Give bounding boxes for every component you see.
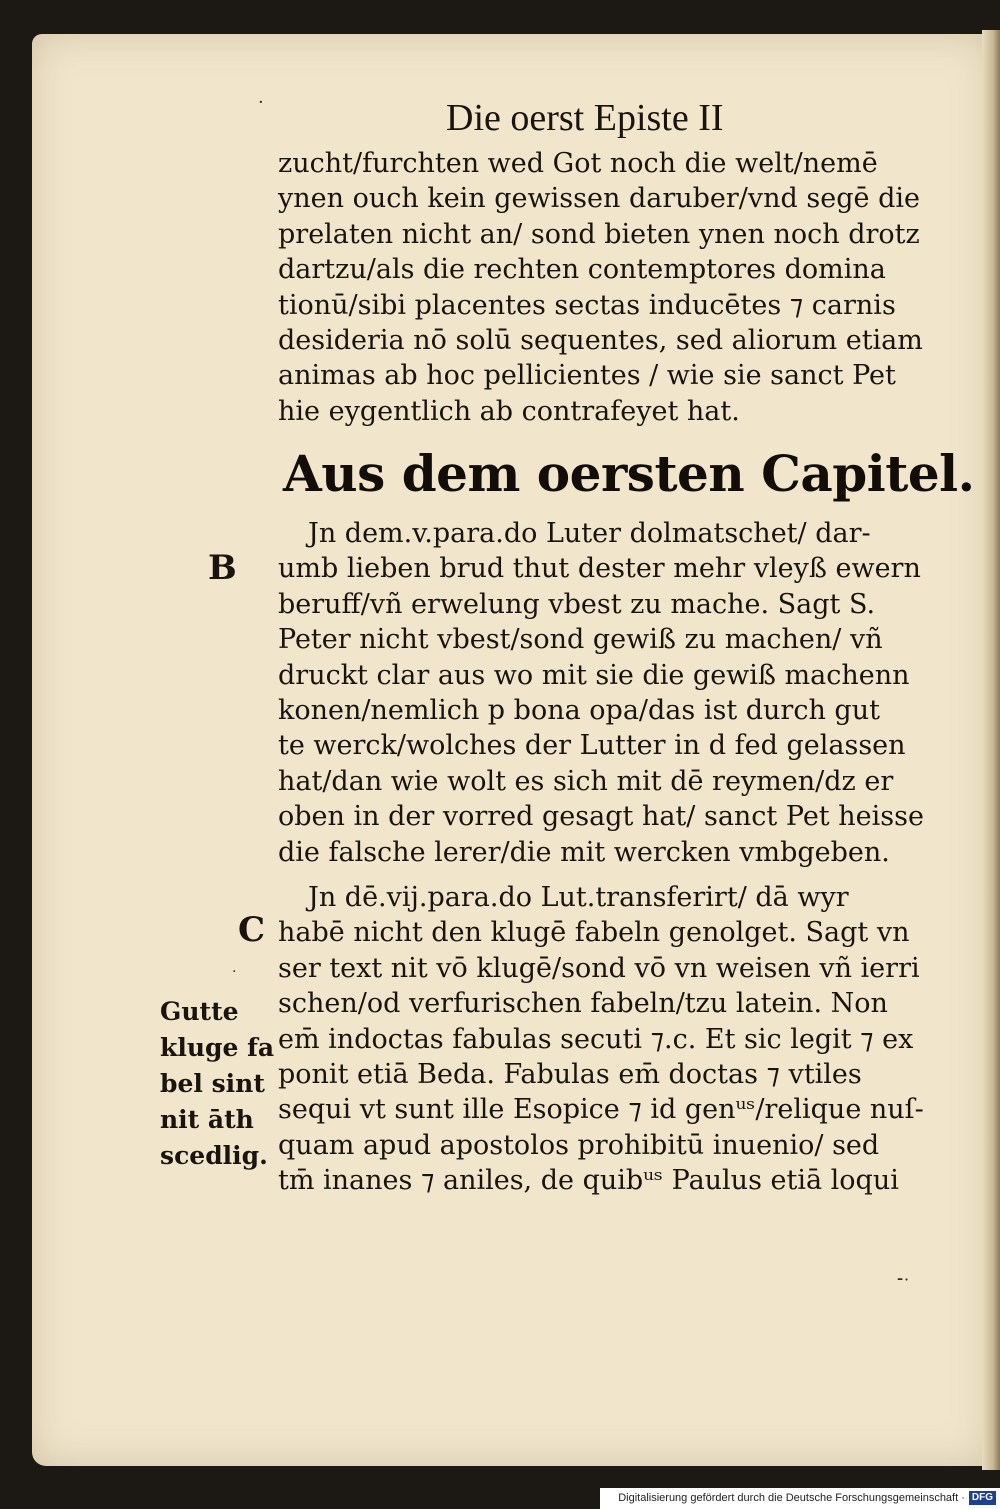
text-line: Jn dē.vij.para.do Lut.transferirt/ dā wyr bbox=[308, 882, 849, 913]
paragraph-two bbox=[278, 516, 928, 870]
paragraph-three bbox=[278, 880, 928, 1199]
text-line: hie eygentlich ab contrafeyet hat. bbox=[278, 395, 740, 427]
text-line: tm̄ inanes ⁊ aniles, de quibᵘˢ Paulus etiā loqui bbox=[278, 1165, 899, 1197]
dfg-logo: DFG bbox=[969, 1491, 996, 1505]
text-line: habē nicht den klugē fabeln genolget. Sagt vn bbox=[278, 917, 910, 949]
margin-note-line: scedlig. bbox=[160, 1141, 268, 1170]
ink-speck: ⁃· bbox=[896, 1270, 910, 1289]
text-line: druckt clar aus wo mit sie die gewiß machenn bbox=[278, 659, 910, 691]
text-line: ser text nit vō klugē/sond vō vn weisen vñ ierri bbox=[278, 952, 920, 984]
text-line: dartzu/als die rechten contemptores domina bbox=[278, 254, 886, 286]
text-line: hat/dan wie wolt es sich mit dē reymen/dz er bbox=[278, 765, 894, 797]
text-line: em̄ indoctas fabulas secuti ⁊.c. Et sic legit ⁊ ex bbox=[278, 1023, 914, 1055]
margin-note-line: nit āth bbox=[160, 1105, 254, 1134]
text-line: sequi vt sunt ille Esopice ⁊ id genᵘˢ/relique nuſ- bbox=[278, 1094, 924, 1126]
page-edge bbox=[982, 30, 1000, 1470]
text-line: beruff/vñ erwelung vbest zu mache. Sagt S. bbox=[278, 588, 876, 620]
paragraph-one bbox=[278, 146, 928, 429]
chapter-heading: Aus dem oersten Capitel. bbox=[283, 444, 975, 503]
margin-note-line: Gutte bbox=[160, 997, 239, 1026]
text-line: tionū/sibi placentes sectas inducētes ⁊ carnis bbox=[278, 289, 896, 321]
text-line: Peter nicht vbest/sond gewiß zu machen/ vñ bbox=[278, 624, 883, 656]
text-line: prelaten nicht an/ sond bieten ynen noch drotz bbox=[278, 218, 920, 250]
text-line: te werck/wolches der Lutter in d fed gelassen bbox=[278, 730, 906, 762]
margin-note-line: kluge fa bbox=[160, 1033, 275, 1062]
text-line: zucht/furchten wed Got noch die welt/nemē bbox=[278, 148, 878, 179]
text-line: ynen ouch kein gewissen daruber/vnd segē die bbox=[278, 183, 920, 215]
digitization-credit bbox=[600, 1488, 1000, 1509]
text-line: schen/od verfurischen fabeln/tzu latein. Non bbox=[278, 988, 888, 1020]
ink-speck: · bbox=[232, 964, 237, 980]
running-head: Die oerst Episte II bbox=[446, 97, 724, 139]
credit-text: Digitalisierung gefördert durch die Deutsche Forschungsgemeinschaft · bbox=[618, 1492, 965, 1504]
text-line: konen/nemlich p bona opa/das ist durch gut bbox=[278, 694, 880, 726]
text-line: umb lieben brud thut dester mehr vleyß ewern bbox=[278, 553, 921, 585]
margin-note-line: bel sint bbox=[160, 1069, 265, 1098]
text-line: desideria nō solū sequentes, sed aliorum etiam bbox=[278, 324, 923, 356]
text-line: animas ab hoc pellicientes / wie sie sanct Pet bbox=[278, 360, 896, 392]
margin-note bbox=[160, 994, 274, 1174]
text-line: Jn dem.v.para.do Luter dolmatschet/ dar- bbox=[308, 518, 871, 549]
ink-speck: · bbox=[258, 92, 264, 113]
margin-letter-b: B bbox=[208, 548, 237, 588]
text-line: ponit etiā Beda. Fabulas em̄ doctas ⁊ vtiles bbox=[278, 1058, 862, 1090]
margin-letter-c: C bbox=[238, 910, 266, 950]
text-line: oben in der vorred gesagt hat/ sanct Pet heisse bbox=[278, 801, 924, 833]
text-line: die falsche lerer/die mit wercken vmbgeben. bbox=[278, 836, 890, 868]
text-line: quam apud apostolos prohibitū inuenio/ sed bbox=[278, 1129, 880, 1161]
